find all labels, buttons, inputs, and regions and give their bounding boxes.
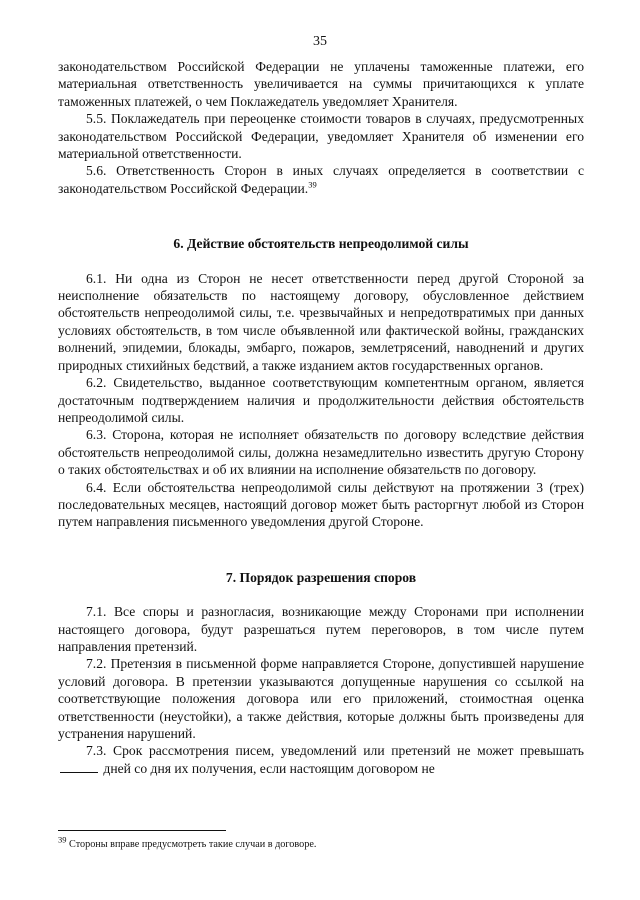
section-6-heading: 6. Действие обстоятельств непреодолимой силы [173, 236, 469, 252]
paragraph-7-3 [58, 742, 584, 777]
paragraph-5-5: 5.5. Поклажедатель при переоценке стоимости товаров в случаях, предусмотренных законодательством Российской Федерации, уведомляет Хранителя об изменении его материальной ответственности. [58, 111, 584, 162]
section-7-heading: 7. Порядок разрешения споров [225, 569, 417, 585]
paragraph-5-6 [58, 162, 584, 197]
paragraph-7-3-end: дней со дня их получения, если настоящим договором не [103, 760, 435, 776]
paragraph-5-6-text: 5.6. Ответственность Сторон в иных случаях определяется в соответствии с законодательством Российской Федерации. [58, 163, 584, 196]
paragraph-7-2: 7.2. Претензия в письменной форме направляется Стороне, допустившей нарушение условий договора. В претензии указываются допущенные нарушения со ссылкой на соответствующие положения договора или его приложений, стоимостная оценка ответственности (неустойки), а также действия, которые должны быть произведены для устранения нарушений. [58, 656, 584, 741]
paragraph-6-4: 6.4. Если обстоятельства непреодолимой силы действуют на протяжении 3 (трех) последовательных месяцев, настоящий договор может быть расторгнут любой из Сторон путем направления письменного уведомления другой Стороне. [58, 479, 584, 530]
paragraph-6-3: 6.3. Сторона, которая не исполняет обязательств по договору вследствие действия обстоятельств непреодолимой силы, должна незамедлительно известить другую Сторону о таких обстоятельствах и об их влиянии на исполнение обязательств по договору. [58, 427, 584, 478]
page-number: 35 [313, 34, 327, 49]
paragraph-6-1: 6.1. Ни одна из Сторон не несет ответственности перед другой Стороной за неисполнение обязательств по настоящему договору, обусловленное действием обстоятельств непреодолимой силы, т.е. чрезвычайных и непредотвратимых при данных условиях обстоятельств, в том числе объявленной или фактической войны, гражданских волнений, эпидемии, блокады, эмбарго, пожаров, землетрясений, наводнений и других природных стихийных бедствий, а также изданием актов государственных органов. [58, 270, 584, 373]
footnote-mark: 39 [58, 834, 67, 845]
paragraph-7-1: 7.1. Все споры и разногласия, возникающие между Сторонами при исполнении настоящего договора, будут разрешаться путем переговоров, в том числе путем направления претензий. [58, 604, 584, 654]
footnote-separator [58, 830, 226, 831]
paragraph-liability-continued: законодательством Российской Федерации не уплачены таможенные платежи, его материальная ответственность увеличивается на суммы причитающихся к уплате таможенных платежей, о чем Поклажедатель уведомляет Хранителя. [58, 59, 584, 109]
footnote [58, 834, 584, 851]
footnote-text: Стороны вправе предусмотреть такие случаи в договоре. [69, 839, 317, 850]
blank-field [60, 771, 98, 773]
document-body [58, 58, 584, 777]
paragraph-7-3-start: 7.3. Срок рассмотрения писем, уведомлений или претензий не может превышать [86, 743, 584, 759]
footnote-reference: 39 [308, 179, 317, 190]
paragraph-6-2: 6.2. Свидетельство, выданное соответствующим компетентным органом, является достаточным подтверждением наличия и продолжительности действия обстоятельств непреодолимой силы. [58, 375, 584, 425]
